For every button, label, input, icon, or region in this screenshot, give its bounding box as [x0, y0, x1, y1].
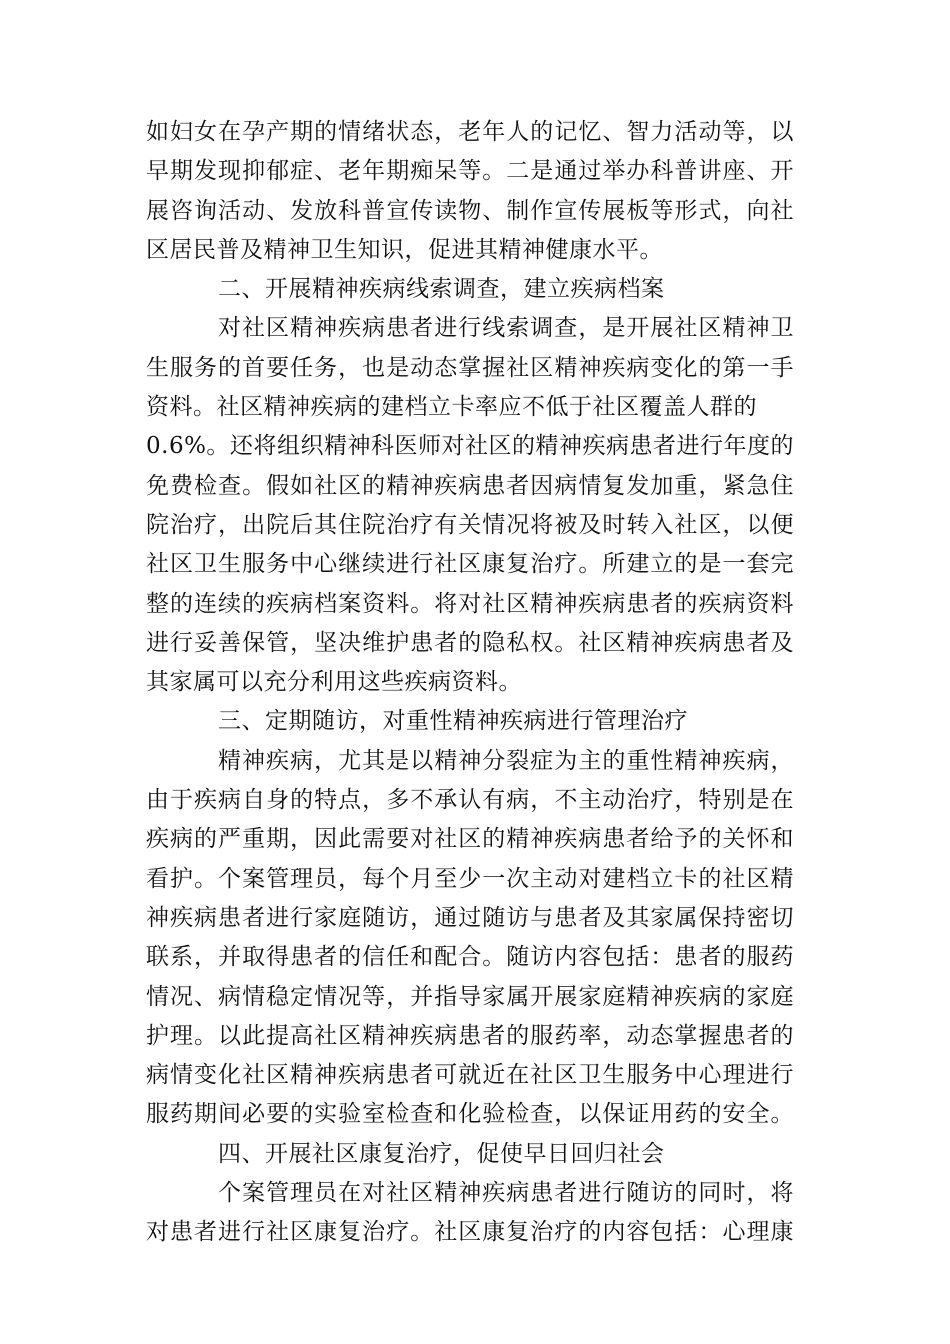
text-line: 个案管理员在对社区精神疾病患者进行随访的同时，将: [218, 1180, 794, 1207]
text-line: 四、开展社区康复治疗，促使早日回归社会: [218, 1140, 665, 1167]
text-line: 如妇女在孕产期的情绪状态，老年人的记忆、智力活动等，以: [146, 119, 794, 145]
text-line: 进行妥善保管，坚决维护患者的隐私权。社区精神疾病患者及: [146, 629, 794, 656]
text-line: 联系，并取得患者的信任和配合。随访内容包括：患者的服药: [146, 944, 794, 971]
text-line: 早期发现抑郁症、老年期痴呆等。二是通过举办科普讲座、开: [146, 158, 794, 185]
text-line: 三、定期随访，对重性精神疾病进行管理治疗: [218, 708, 688, 735]
text-line: 整的连续的疾病档案资料。将对社区精神疾病患者的疾病资料: [146, 590, 794, 617]
text-line: 展咨询活动、发放科普宣传读物、制作宣传展板等形式，向社: [146, 197, 794, 224]
text-line: 护理。以此提高社区精神疾病患者的服药率，动态掌握患者的: [146, 1022, 794, 1049]
text-line: 院治疗，出院后其住院治疗有关情况将被及时转入社区，以便: [146, 511, 794, 538]
text-line: 疾病的严重期，因此需要对社区的精神疾病患者给予的关怀和: [146, 826, 794, 853]
text-line: 情况、病情稳定情况等，并指导家属开展家庭精神疾病的家庭: [146, 983, 794, 1010]
text-line: 看护。个案管理员，每个月至少一次主动对建档立卡的社区精: [146, 865, 794, 892]
text-line: 对患者进行社区康复治疗。社区康复治疗的内容包括：心理康: [146, 1219, 794, 1246]
text-line: 由于疾病自身的特点，多不承认有病，不主动治疗，特别是在: [146, 787, 794, 814]
text-line: 生服务的首要任务，也是动态掌握社区精神疾病变化的第一手: [146, 354, 794, 381]
text-line: 社区卫生服务中心继续进行社区康复治疗。所建立的是一套完: [146, 551, 794, 578]
text-line: 对社区精神疾病患者进行线索调查，是开展社区精神卫: [218, 315, 794, 342]
text-line: 二、开展精神疾病线索调查，建立疾病档案: [218, 276, 665, 303]
text-line: 病情变化社区精神疾病患者可就近在社区卫生服务中心理进行: [146, 1062, 794, 1089]
text-line: 免费检查。假如社区的精神疾病患者因病情复发加重，紧急住: [146, 472, 794, 499]
text-line: 神疾病患者进行家庭随访，通过随访与患者及其家属保持密切: [146, 904, 794, 931]
text-line: 0.6%。还将组织精神科医师对社区的精神疾病患者进行年度的: [146, 433, 794, 460]
text-line: 资料。社区精神疾病的建档立卡率应不低于社区覆盖人群的: [146, 394, 757, 421]
text-line: 精神疾病，尤其是以精神分裂症为主的重性精神疾病，: [218, 747, 794, 774]
text-line: 其家属可以充分利用这些疾病资料。: [146, 669, 522, 696]
document-page: [146, 113, 794, 1253]
text-line: 区居民普及精神卫生知识，促进其精神健康水平。: [146, 236, 663, 263]
text-line: 服药期间必要的实验室检查和化验检查，以保证用药的安全。: [146, 1101, 794, 1128]
